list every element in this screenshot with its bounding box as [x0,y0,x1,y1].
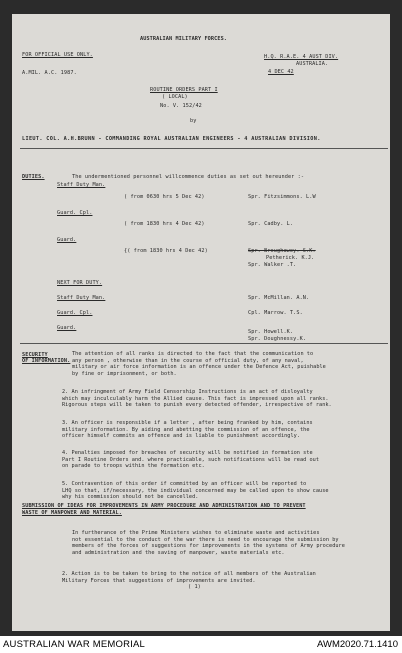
paragraph-line: 5. Contravention of this order if committed by an officer will be reported to [62,481,307,487]
submission-paragraph-1 [72,530,345,556]
paragraph-line: not essential to the conduct of the war there is need to encourage the submission by [72,536,339,543]
next-name-3b: Spr. Doughnessy.K. [248,336,307,342]
next-staff-duty-man-label: Staff Duty Man. [57,295,106,301]
paragraph-line: military information. By aiding and abetting the commission of an offence, the [62,426,310,433]
hq-date: 4 DEC 42 [268,69,294,75]
paragraph-line: by fine or imprisonment, or both. [72,370,177,377]
duty-name-2: Spr. Cadby. L. [248,221,294,227]
paragraph-line: any person , otherwise than in the course of official duty, of any naval, [72,357,304,364]
security-label-1: SECURITY [22,352,48,358]
paragraph-line: which may inculculably harm the Allied cause. This fact is impressed upon all ranks. [62,395,329,402]
next-name-1: Spr. McMillan. A.N. [248,295,310,301]
duty-name-3b: Petherick. K.J. [266,255,315,261]
security-label-2: OF INFORMATION. [22,358,71,364]
page-number: ( 1) [188,584,201,590]
submission-heading-2: WASTE OF MANPOWER AND MATERIAL. [22,510,122,516]
next-guard-cpl-label: Guard. Cpl. [57,310,93,316]
duties-intro: The undermentioned personnel willcommence duties as set out hereunder :- [72,174,305,180]
paragraph-line: LHQ so that, if/necessary, the individual concerned may be called upon to show cause [62,487,329,494]
orders-by: by [190,118,197,124]
submission-paragraph-2 [62,571,316,584]
next-name-2: Cpl. Marrow. T.S. [248,310,303,316]
security-paragraph-5 [62,481,329,501]
duty-time-3: {( from 1830 hrs 4 Dec 42) [124,248,208,254]
duty-name-1: Spr. Fitzsimmons. L.W [248,194,316,200]
security-paragraph-3 [62,420,313,440]
duty-time-2: ( from 1830 hrs 4 Dec 42) [124,221,205,227]
paragraph-line: why his commission should not be cancelled. [62,494,199,501]
guard-cpl-label: Guard. Cpl. [57,210,93,216]
next-guard-label: Guard. [57,325,77,331]
paragraph-line: In furtherance of the Prime Ministers wishes to eliminate waste and activities [72,530,320,536]
paragraph-line: military or air force information is an offence under the Defence Act, puishable [72,364,326,371]
staff-duty-man-label: Staff Duty Man. [57,182,106,188]
paragraph-line: Military Forces that suggestions of improvements are invited. [62,577,256,584]
paragraph-line: on parade to troops within the formation etc. [62,463,205,470]
security-paragraph-2 [62,389,332,409]
next-name-3a: Spr. Howell.K. [248,329,294,335]
duty-time-1: ( from 0630 hrs 5 Dec 42) [124,194,205,200]
guard-label: Guard. [57,237,77,243]
paragraph-line: officer himself commits an offence and is liable to punishment accordingly. [62,433,300,440]
paragraph-line: Part I Routine Orders and. where practicable, such notifications will be read out [62,456,320,463]
duties-label: DUTIES. [22,174,45,180]
orders-title: ROUTINE ORDERS PART I [150,87,218,93]
paragraph-line: 3. An officer is responsible if a letter , after being franked by him, contains [62,420,313,426]
duty-name-3a: Spr. Broughawey. S.K. [248,248,316,254]
security-paragraph-1 [72,351,326,377]
paragraph-line: 2. An infringment of Army Field Censorship Instructions is an act of disloyalty [62,389,313,395]
security-paragraph-4 [62,450,319,470]
paragraph-line: members of the forces of suggestions for improvements in the systems of Army procedure [72,543,345,550]
header-title: AUSTRALIAN MILITARY FORCES. [140,36,228,42]
orders-local: ( LOCAL) [162,94,188,100]
paragraph-line: 2. Action is to be taken to bring to the notice of all members of the Australian [62,571,316,577]
duty-name-3c: Spr. Walker .T. [248,262,297,268]
footer-institution: AUSTRALIAN WAR MEMORIAL [3,639,146,650]
next-for-duty-label: NEXT FOR DUTY. [57,280,103,286]
form-reference: A.MIL. A.C. 1987. [22,70,77,76]
hq-line-2: AUSTRALIA. [296,61,329,67]
section-divider [20,343,388,344]
submission-heading-1: SUBMISSION OF IDEAS FOR IMPROVEMENTS IN ARMY PROCEDURE AND ADMINISTRATION AND TO PREVENT [22,503,306,509]
archive-footer [0,636,402,653]
footer-reference: AWM2020.71.1410 [317,639,398,650]
paragraph-line: Rigorous steps will be taken to punish every detected offender, irrespective of rank. [62,402,332,409]
paragraph-line: The attention of all ranks is directed to the fact that the communication to [72,351,314,357]
paragraph-line: 4. Penalties imposed for breaches of security will be notified in formation ste [62,450,313,456]
hq-line-1: H.Q. R.A.E. 4 AUST DIV. [264,54,339,60]
section-divider [20,148,388,149]
commander-line: LIEUT. COL. A.H.BRUNN - COMMANDING ROYAL AUSTRALIAN ENGINEERS - 4 AUSTRALIAN DIVISION. [22,136,321,142]
paragraph-line: and administration and the saving of manpower, waste materials etc. [72,549,285,556]
official-use-label: FOR OFFICIAL USE ONLY. [22,52,93,58]
document-page [12,14,390,631]
orders-number: No. V. 152/42 [160,103,202,109]
